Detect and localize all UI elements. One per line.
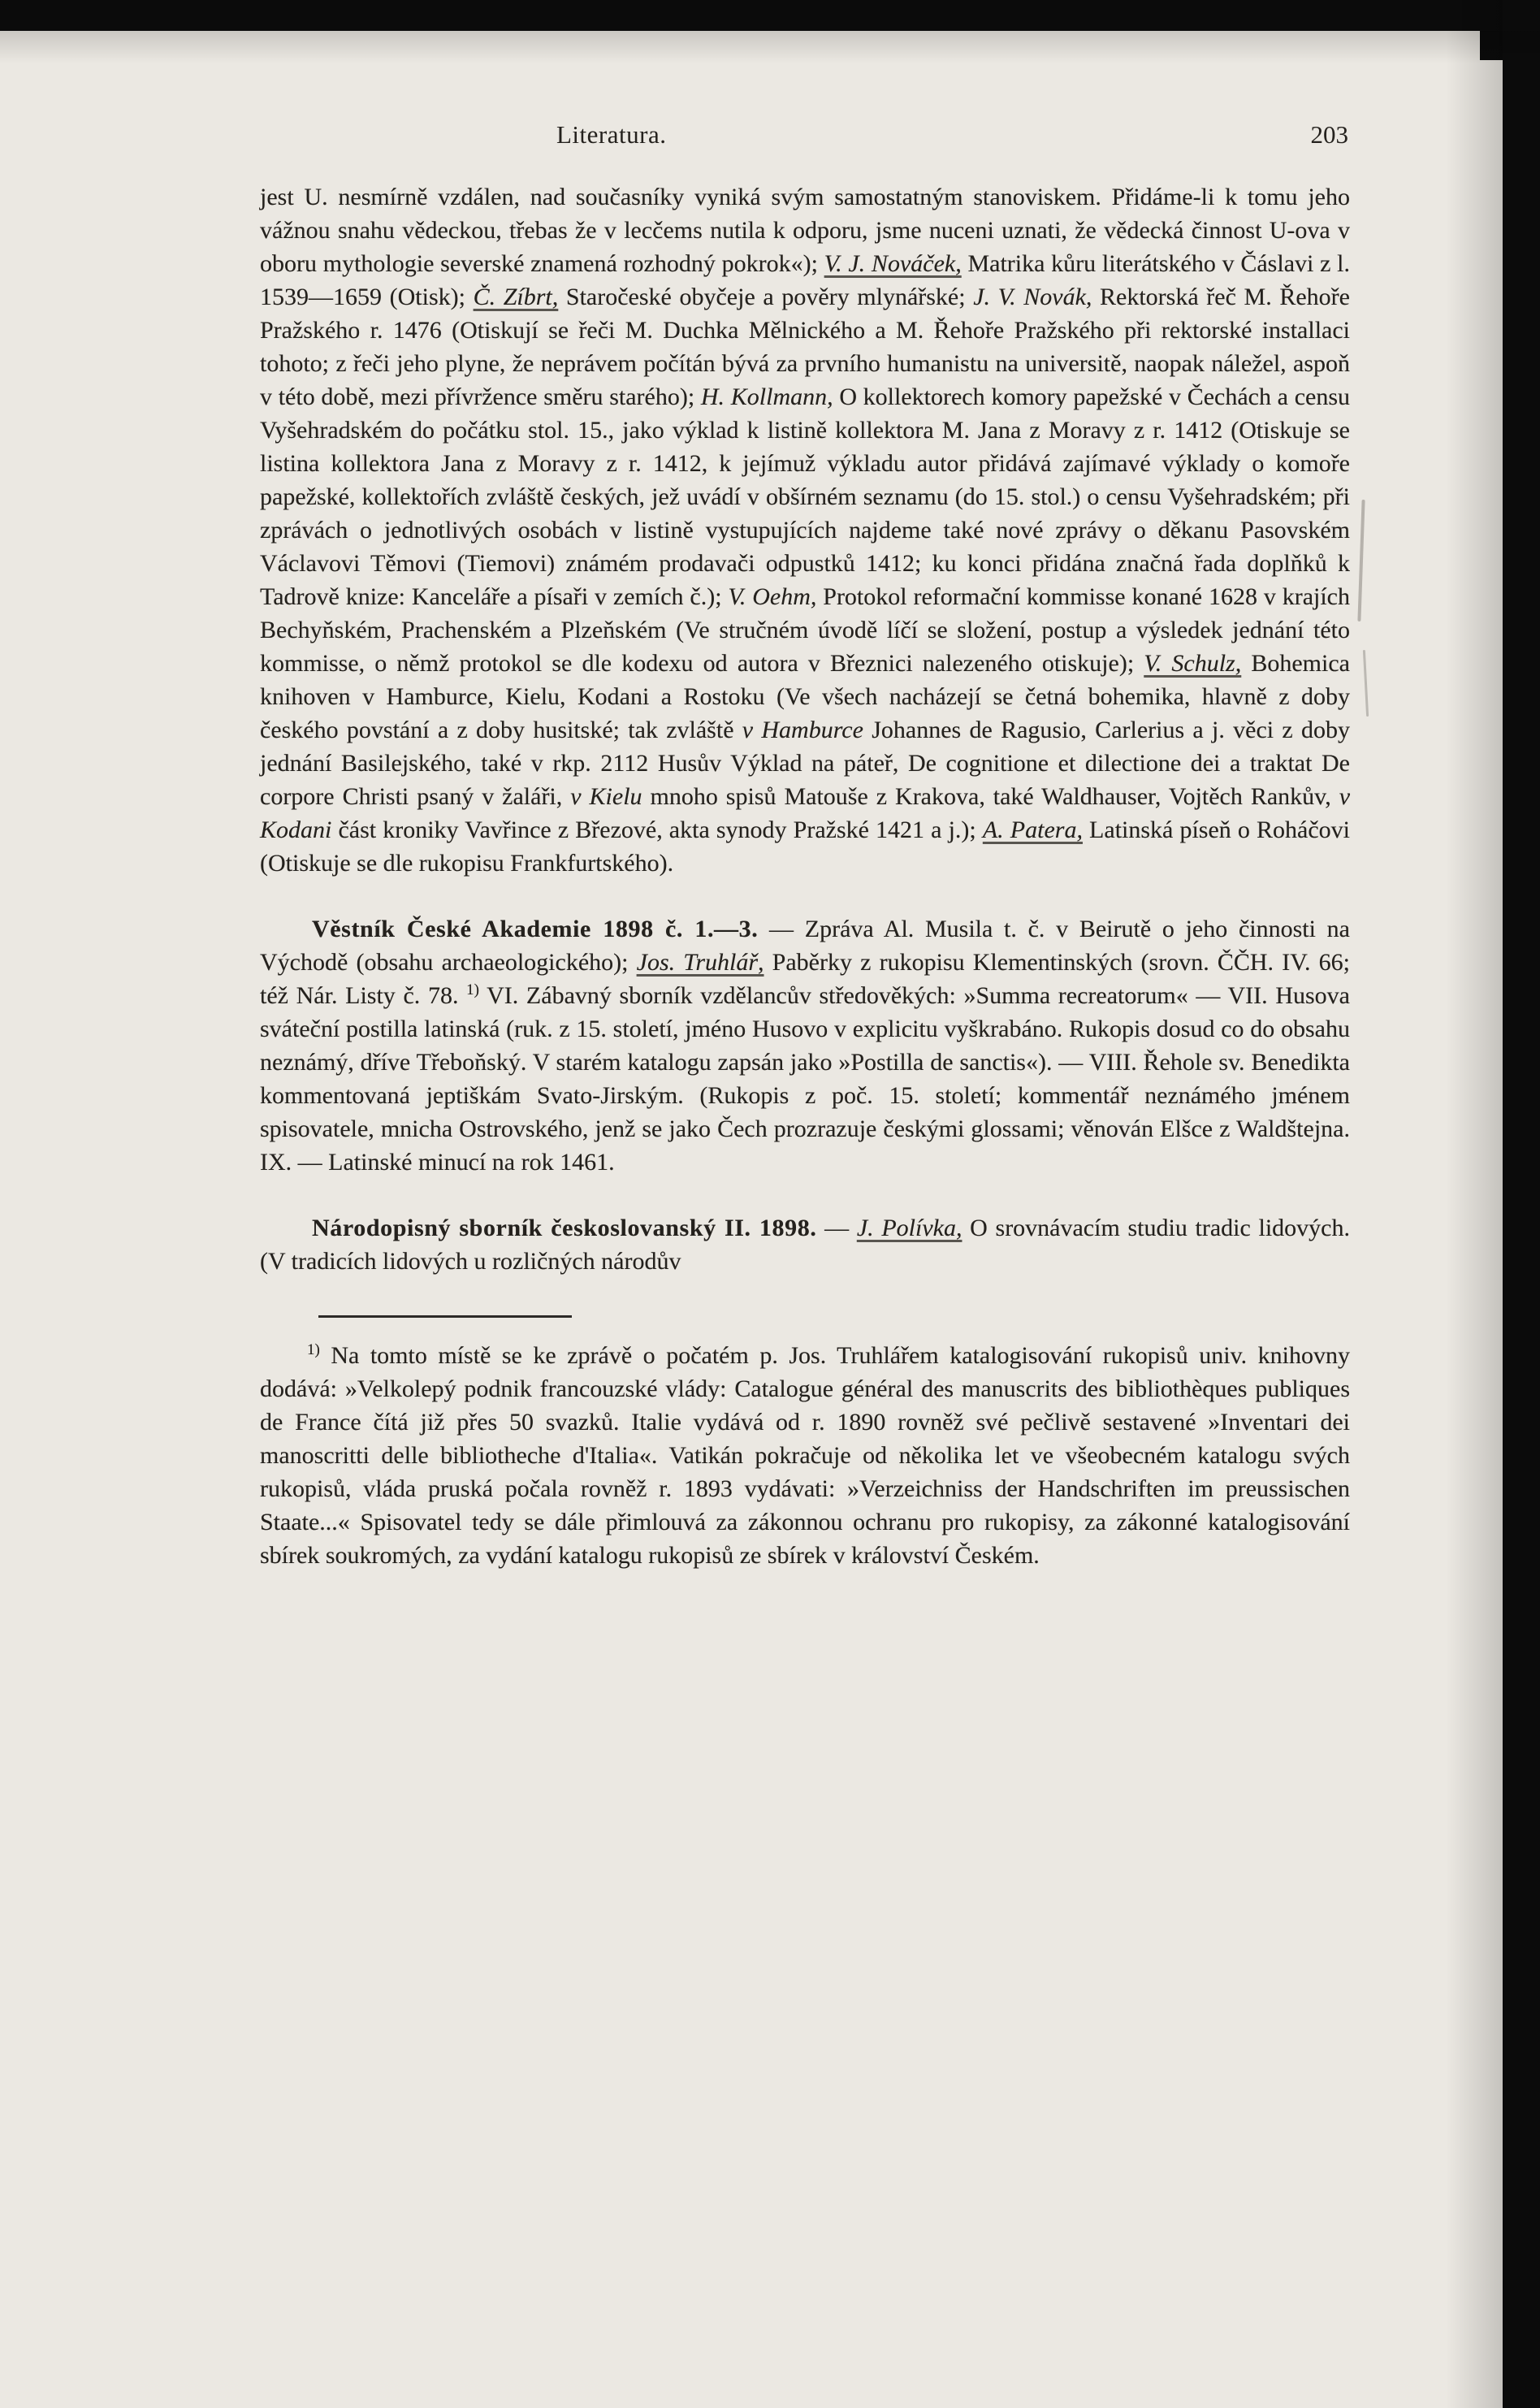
text-segment: Věstník České Akademie 1898 č. 1.—3. bbox=[312, 916, 759, 942]
text-segment: V. J. Nováček, bbox=[824, 250, 962, 277]
text-segment: Matrika kůru literátského v Čáslavi z l. 1539—1659 (Otisk); bbox=[260, 250, 1350, 310]
text-segment: 1) bbox=[307, 1341, 320, 1358]
text-segment: A. Patera, bbox=[982, 816, 1083, 843]
paragraph bbox=[260, 912, 1350, 1179]
scan-edge-right bbox=[1503, 0, 1540, 2408]
text-segment: V. Oehm, bbox=[728, 583, 817, 610]
text-segment: Jos. Truhlář, bbox=[636, 949, 764, 976]
paragraph bbox=[260, 1339, 1350, 1572]
paragraph bbox=[260, 180, 1350, 880]
footnote-text bbox=[260, 1339, 1350, 1572]
text-segment: Bohemica knihoven v Hamburce, Kielu, Kodani a Rostoku (Ve všech nacházejí se četná bohemika, hlavně z doby českého povstání a z doby husitské; tak zvláště bbox=[260, 650, 1350, 743]
text-segment: v Kodani bbox=[260, 783, 1351, 843]
text-segment: Na tomto místě se ke zprávě o počatém p. Jos. Truhlářem katalogisování rukopisů univ. knihovny dodává: »Velkolepý podnik francouzské vlády: Catalogue général des manuscrits des bibliothèques publiques de France čítá již přes 50 svazků. Italie vydává od r. 1890 rovněž své pečlivě sestavené »Inventari dei manoscritti delle bibliotheche d'Italia«. Vatikán pokračuje od několika let ve všeobecném katalogu svých rukopisů, vláda pruská počala rovněž r. 1893 vydávati: »Verzeichniss der Handschriften im preussischen Staate...« Spisovatel tedy se dále přimlouvá za zákonnou ochranu pro rukopisy, za zákonné katalogisování sbírek soukromých, za vydání katalogu rukopisů ze sbírek v království Českém. bbox=[260, 1342, 1350, 1569]
text-segment: Staročeské obyčeje a pověry mlynářské; bbox=[558, 284, 974, 310]
text-segment: Rektorská řeč M. Řehoře Pražského r. 1476 (Otiskují se řeči M. Duchka Mělnického a M. Řehoře Pražského při rektorské installaci tohoto; z řeči jeho plyne, že neprávem počítán bývá za prvního humanistu na universitě, naopak náležel, aspoň v této době, mezi přívržence směru starého); bbox=[260, 284, 1350, 410]
text-segment: část kroniky Vavřince z Březové, akta synody Pražské 1421 a j.); bbox=[331, 816, 983, 843]
text-segment: Paběrky z rukopisu Klementinských (srovn. ČČH. IV. 66; též Nár. Listy č. 78. bbox=[260, 949, 1350, 1009]
scan-edge-top bbox=[0, 0, 1540, 31]
text-segment: J. V. Novák, bbox=[973, 284, 1092, 310]
running-header bbox=[260, 120, 1350, 156]
paragraph bbox=[260, 1211, 1350, 1278]
text-segment: Johannes de Ragusio, Carlerius a j. věci z doby jednání Basilejského, také v rkp. 2112 Husův Výklad na páteř, De cognitione et dilectione dei a traktat De corpore Christi psaný v žaláři, bbox=[260, 717, 1350, 810]
pencil-margin-mark bbox=[1363, 650, 1369, 717]
text-segment: mnoho spisů Matouše z Krakova, také Waldhauser, Vojtěch Rankův, bbox=[642, 783, 1339, 810]
text-segment: Národopisný sborník českoslovanský II. 1898. bbox=[312, 1215, 817, 1241]
text-segment: Č. Zíbrt, bbox=[473, 284, 559, 310]
pencil-margin-mark bbox=[1357, 500, 1365, 621]
text-segment: v Kielu bbox=[570, 783, 642, 810]
page-number: 203 bbox=[1310, 120, 1348, 149]
text-segment: J. Polívka, bbox=[856, 1215, 962, 1241]
text-segment: O srovnávacím studiu tradic lidových. (V tradicích lidových u rozličných národův bbox=[260, 1215, 1350, 1275]
text-segment: Latinská píseň o Roháčovi (Otiskuje se dle rukopisu Frankfurtského). bbox=[260, 816, 1350, 877]
scan-shadow-top bbox=[0, 31, 1540, 63]
text-segment: VI. Zábavný sborník vzdělancův středověkých: »Summa recreatorum« — VII. Husova sváteční postilla latinská (ruk. z 15. století, jméno Husovo v explicitu vyškrabáno. Rukopis dosud co do obsahu neznámý, dříve Třeboňský. V starém katalogu zapsán jako »Postilla de sanctis«). — VIII. Řehole sv. Benedikta kommentovaná jeptiškám Svato-Jirským. (Rukopis z poč. 15. století; kommentář neznámého jménem spisovatele, mnicha Ostrovského, jenž se jako Čech prozrazuje českými glossami; věnován Elšce z Waldštejna. IX. — Latinské minucí na rok 1461. bbox=[260, 982, 1350, 1176]
text-segment: v Hamburce bbox=[742, 717, 863, 743]
text-segment: Protokol reformační kommisse konané 1628 v krajích Bechyňském, Prachenském a Plzeňském (Ve stručném úvodě líčí se složení, postup a výsledek jednání této kommisse, o němž protokol se dle kodexu od autora v Březnici nalezeného otiskuje); bbox=[260, 583, 1350, 677]
body-text bbox=[260, 180, 1350, 1278]
scan-shadow-right bbox=[1446, 0, 1503, 2408]
text-segment: H. Kollmann, bbox=[700, 383, 833, 410]
text-segment: O kollektorech komory papežské v Čechách a censu Vyšehradském do počátku stol. 15., jako výklad k listině kollektora M. Jana z Moravy z r. 1412 (Otiskuje se listina kollektora Jana z Moravy z r. 1412, k jejímuž výkladu autor přidává zajímavé výklady o komoře papežské, kollektořích zvláště českých, jež uvádí v obšírném seznamu (do 15. stol.) o censu Vyšehradském; při zprávách o jednotlivých osobách v listině vystupujících najdeme také nové zprávy o děkanu Pasovském Václavovi Těmovi (Tiemovi) známém prodavači odpustků 1412; ku konci přidána značná řada doplňků k Tadrově knize: Kanceláře a písaři v zemích č.); bbox=[260, 383, 1351, 610]
footnote-divider bbox=[318, 1315, 572, 1318]
scan-edge-corner bbox=[1480, 0, 1540, 60]
text-segment: 1) bbox=[466, 981, 479, 998]
page bbox=[260, 120, 1350, 1572]
section-title: Literatura. bbox=[556, 120, 667, 149]
text-segment: — bbox=[816, 1215, 857, 1241]
text-segment: — Zpráva Al. Musila t. č. v Beirutě o jeho činnosti na Východě (obsahu archaeologického); bbox=[260, 916, 1350, 976]
text-segment: jest U. nesmírně vzdálen, nad současníky vyniká svým samostatným stanoviskem. Přidáme-li k tomu jeho vážnou snahu vědeckou, třebas že v lecčems nutila k odporu, jsme nuceni uznati, že vědecká činnost U-ova v oboru mythologie severské znamená rozhodný pokrok«); bbox=[260, 184, 1350, 277]
text-segment: V. Schulz, bbox=[1144, 650, 1242, 677]
